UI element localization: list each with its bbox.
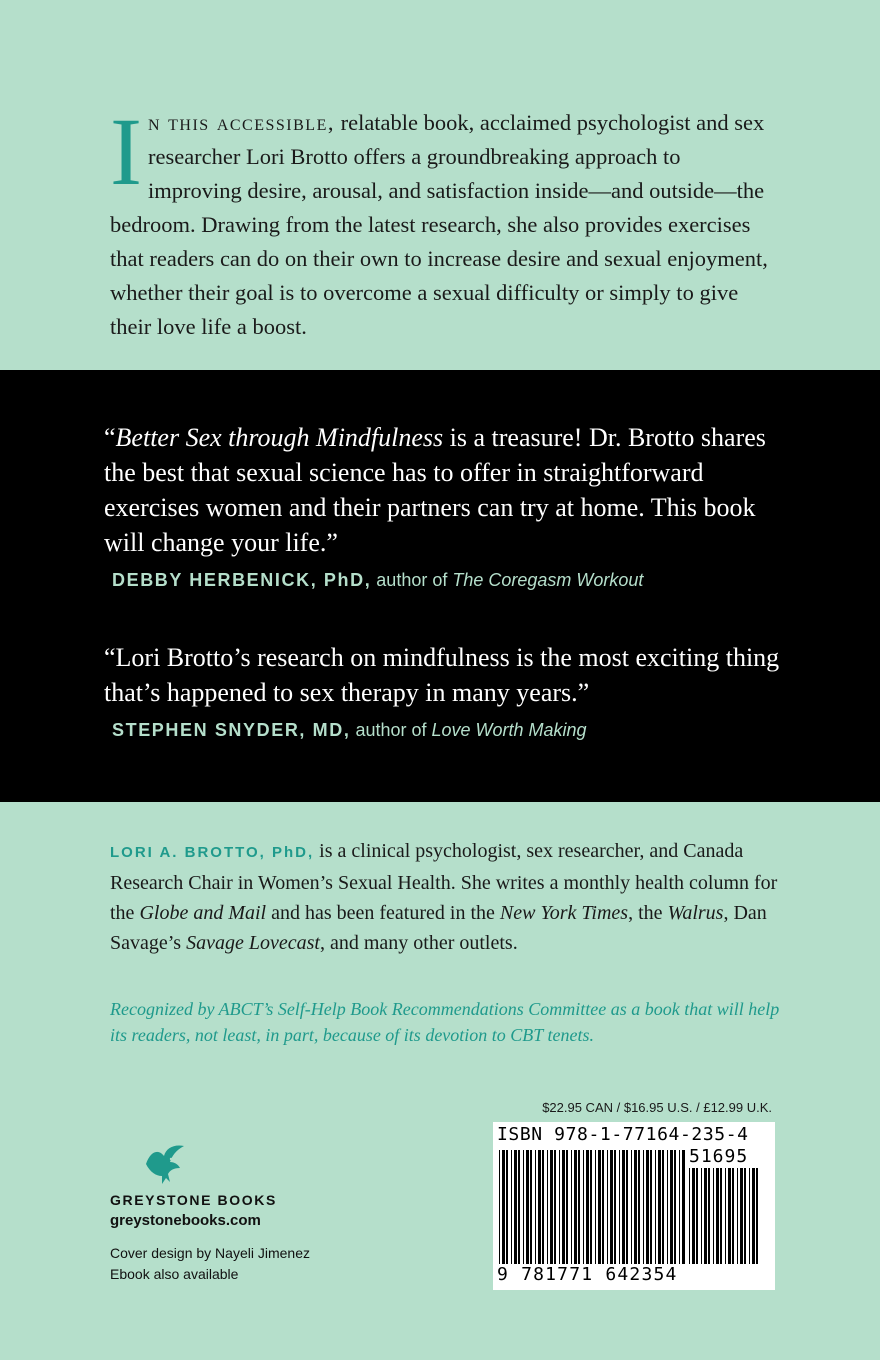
ebook-note: Ebook also available	[110, 1266, 239, 1282]
quote-2-attribution	[112, 720, 587, 741]
ean-barcode-bars	[499, 1150, 685, 1264]
bird-logo-icon	[140, 1142, 188, 1188]
bio-text-5: , and many other outlets.	[319, 932, 518, 954]
quote-1-title: Better Sex through Mindfulness	[115, 423, 444, 452]
recognition-note: Recognized by ABCT’s Self-Help Book Recommendations Committee as a book that will help its readers, not least, in part, because of its devotion to CBT tenets.	[110, 999, 780, 1045]
quote-1	[104, 420, 784, 560]
quote-1-attribution	[112, 570, 643, 591]
author-name: LORI A. BROTTO, PhD,	[110, 844, 315, 861]
barcode	[493, 1122, 775, 1290]
ean-number: 9 781771 642354	[497, 1264, 678, 1285]
bio-text-3: , the	[628, 902, 668, 924]
quote-1-book: The Coregasm Workout	[452, 570, 644, 590]
intro-paragraph	[110, 98, 770, 344]
intro-text: relatable book, acclaimed psychologist and sex researcher Lori Brotto offers a groundbreaking approach to improving desire, arousal, and satisfaction inside—and outside—the bedroom. Drawing from the latest research, she also provides exercises that readers can do on their own to increase desire and sexual enjoyment, whether their goal is to overcome a sexual difficulty or simply to give their love life a boost.	[110, 110, 768, 339]
intro-lead-caps: n this accessible,	[147, 110, 335, 135]
quote-1-role: author of	[371, 570, 453, 590]
bio-text-1: is a clinical psychologist, sex researcher, and Canada Research Chair in Women’s Sexual Health. She writes a monthly health column for the	[110, 840, 778, 924]
drop-cap: I	[110, 98, 142, 205]
isbn-number: ISBN 978-1-77164-235-4	[497, 1124, 749, 1145]
author-bio	[110, 836, 780, 958]
bio-text-4: , Dan Savage’s	[110, 902, 767, 954]
quote-2-book: Love Worth Making	[431, 720, 587, 740]
publisher-name: GREYSTONE BOOKS	[110, 1192, 277, 1208]
bio-text-2: and has been featured in the	[266, 902, 500, 924]
bio-italic-2: New York Times	[499, 902, 629, 924]
price-code: 51695	[689, 1146, 749, 1167]
addon-barcode-bars	[689, 1168, 763, 1264]
bio-italic-3: Walrus	[667, 902, 724, 924]
quote-1-name: DEBBY HERBENICK, PhD,	[112, 570, 372, 590]
price-line: $22.95 CAN / $16.95 U.S. / £12.99 U.K.	[542, 1100, 772, 1115]
quote-2	[104, 640, 784, 710]
quote-2-name: STEPHEN SNYDER, MD,	[112, 720, 351, 740]
quote-2-role: author of	[350, 720, 432, 740]
quote-2-text: “Lori Brotto’s research on mindfulness is the most exciting thing that’s happened to sex therapy in many years.”	[104, 643, 780, 707]
quote-1-text: is a treasure! Dr. Brotto shares the best that sexual science has to offer in straightforward exercises women and their partners can try at home. This book will change your life.”	[104, 423, 766, 557]
design-credit: Cover design by Nayeli Jimenez	[110, 1245, 310, 1261]
publisher-website: greystonebooks.com	[110, 1212, 261, 1229]
bio-italic-4: Savage Lovecast	[186, 932, 320, 954]
bio-italic-1: Globe and Mail	[139, 902, 267, 924]
quote-1-open-mark: “	[104, 423, 116, 452]
